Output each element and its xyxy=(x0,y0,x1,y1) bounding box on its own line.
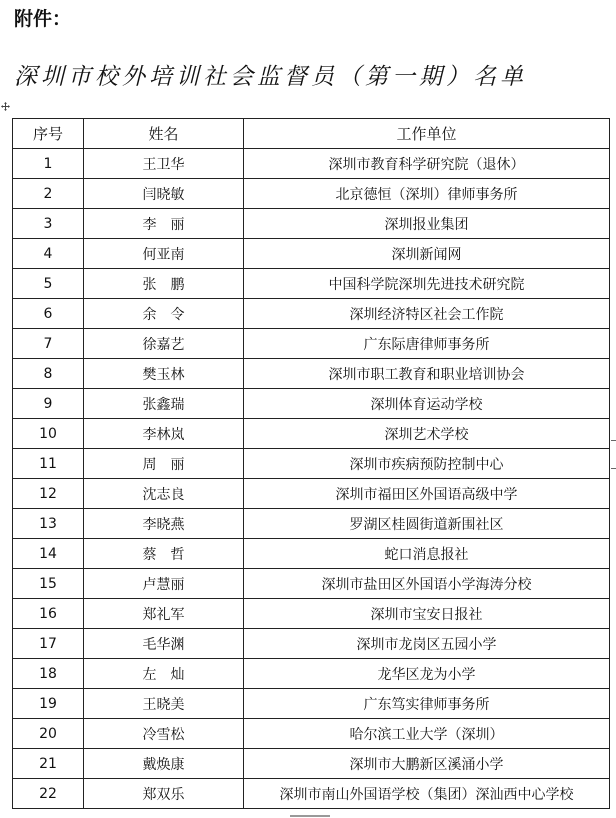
cell-workplace: 蛇口消息报社 xyxy=(244,539,610,569)
table-header-row xyxy=(13,119,610,149)
move-arrows-icon[interactable] xyxy=(1,102,10,111)
cell-name: 沈志良 xyxy=(84,479,244,509)
cell-index: 22 xyxy=(13,779,84,809)
cell-name: 蔡 哲 xyxy=(84,539,244,569)
cell-workplace: 深圳市龙岗区五园小学 xyxy=(244,629,610,659)
cell-index: 9 xyxy=(13,389,84,419)
cell-workplace: 深圳市教育科学研究院（退休） xyxy=(244,149,610,179)
cell-index: 17 xyxy=(13,629,84,659)
cell-name: 李晓燕 xyxy=(84,509,244,539)
cell-name: 张鑫瑞 xyxy=(84,389,244,419)
cell-index: 20 xyxy=(13,719,84,749)
cell-index: 14 xyxy=(13,539,84,569)
cell-workplace: 龙华区龙为小学 xyxy=(244,659,610,689)
table-row xyxy=(13,539,610,569)
cell-workplace: 深圳经济特区社会工作院 xyxy=(244,299,610,329)
cell-name: 卢慧丽 xyxy=(84,569,244,599)
table-row xyxy=(13,629,610,659)
cell-name: 余 令 xyxy=(84,299,244,329)
table-row xyxy=(13,209,610,239)
cell-index: 15 xyxy=(13,569,84,599)
cell-name: 张 鹏 xyxy=(84,269,244,299)
table-row xyxy=(13,329,610,359)
cell-index: 5 xyxy=(13,269,84,299)
cell-workplace: 深圳报业集团 xyxy=(244,209,610,239)
cell-workplace: 深圳艺术学校 xyxy=(244,419,610,449)
cell-name: 周 丽 xyxy=(84,449,244,479)
table-row xyxy=(13,239,610,269)
table-row xyxy=(13,299,610,329)
cell-index: 8 xyxy=(13,359,84,389)
cell-workplace: 广东际唐律师事务所 xyxy=(244,329,610,359)
header-index: 序号 xyxy=(13,119,84,149)
member-table xyxy=(12,118,610,809)
cell-name: 何亚南 xyxy=(84,239,244,269)
attachment-label: 附件： xyxy=(14,8,72,30)
document-title: 深圳市校外培训社会监督员（第一期）名单 xyxy=(14,64,527,90)
cell-index: 21 xyxy=(13,749,84,779)
table-row xyxy=(13,569,610,599)
cell-workplace: 深圳市职工教育和职业培训协会 xyxy=(244,359,610,389)
cell-index: 7 xyxy=(13,329,84,359)
table-row xyxy=(13,179,610,209)
cell-workplace: 深圳市宝安日报社 xyxy=(244,599,610,629)
cell-index: 1 xyxy=(13,149,84,179)
cell-workplace: 深圳新闻网 xyxy=(244,239,610,269)
table-row xyxy=(13,389,610,419)
cell-index: 6 xyxy=(13,299,84,329)
cell-index: 16 xyxy=(13,599,84,629)
cell-workplace: 哈尔滨工业大学（深圳） xyxy=(244,719,610,749)
cell-workplace: 罗湖区桂圆街道新围社区 xyxy=(244,509,610,539)
table-row xyxy=(13,359,610,389)
cell-name: 郑双乐 xyxy=(84,779,244,809)
cell-name: 王卫华 xyxy=(84,149,244,179)
cell-workplace: 深圳市疾病预防控制中心 xyxy=(244,449,610,479)
cell-name: 李 丽 xyxy=(84,209,244,239)
cell-index: 18 xyxy=(13,659,84,689)
cell-index: 4 xyxy=(13,239,84,269)
table-resize-marker xyxy=(611,440,616,470)
cell-index: 10 xyxy=(13,419,84,449)
cell-workplace: 北京德恒（深圳）律师事务所 xyxy=(244,179,610,209)
table-row xyxy=(13,779,610,809)
cell-name: 戴焕康 xyxy=(84,749,244,779)
table-row xyxy=(13,719,610,749)
table-row xyxy=(13,509,610,539)
cell-workplace: 深圳市大鹏新区溪涌小学 xyxy=(244,749,610,779)
cell-workplace: 深圳市盐田区外国语小学海涛分校 xyxy=(244,569,610,599)
table-row xyxy=(13,749,610,779)
cell-workplace: 广东笃实律师事务所 xyxy=(244,689,610,719)
cell-name: 冷雪松 xyxy=(84,719,244,749)
table-row xyxy=(13,449,610,479)
cell-index: 2 xyxy=(13,179,84,209)
cell-name: 郑礼军 xyxy=(84,599,244,629)
cell-name: 李林岚 xyxy=(84,419,244,449)
cell-workplace: 中国科学院深圳先进技术研究院 xyxy=(244,269,610,299)
cell-name: 闫晓敏 xyxy=(84,179,244,209)
cell-index: 12 xyxy=(13,479,84,509)
page-edge-marker xyxy=(290,815,330,817)
cell-index: 3 xyxy=(13,209,84,239)
header-name: 姓名 xyxy=(84,119,244,149)
cell-index: 19 xyxy=(13,689,84,719)
table-row xyxy=(13,149,610,179)
table-row xyxy=(13,689,610,719)
table-row xyxy=(13,599,610,629)
table-row xyxy=(13,269,610,299)
cell-name: 毛华渊 xyxy=(84,629,244,659)
cell-index: 11 xyxy=(13,449,84,479)
header-workplace: 工作单位 xyxy=(244,119,610,149)
table-row xyxy=(13,419,610,449)
cell-workplace: 深圳市福田区外国语高级中学 xyxy=(244,479,610,509)
cell-name: 樊玉林 xyxy=(84,359,244,389)
cell-workplace: 深圳市南山外国语学校（集团）深汕西中心学校 xyxy=(244,779,610,809)
cell-name: 徐嘉艺 xyxy=(84,329,244,359)
table-row xyxy=(13,479,610,509)
cell-index: 13 xyxy=(13,509,84,539)
cell-workplace: 深圳体育运动学校 xyxy=(244,389,610,419)
table-row xyxy=(13,659,610,689)
cell-name: 左 灿 xyxy=(84,659,244,689)
cell-name: 王晓美 xyxy=(84,689,244,719)
